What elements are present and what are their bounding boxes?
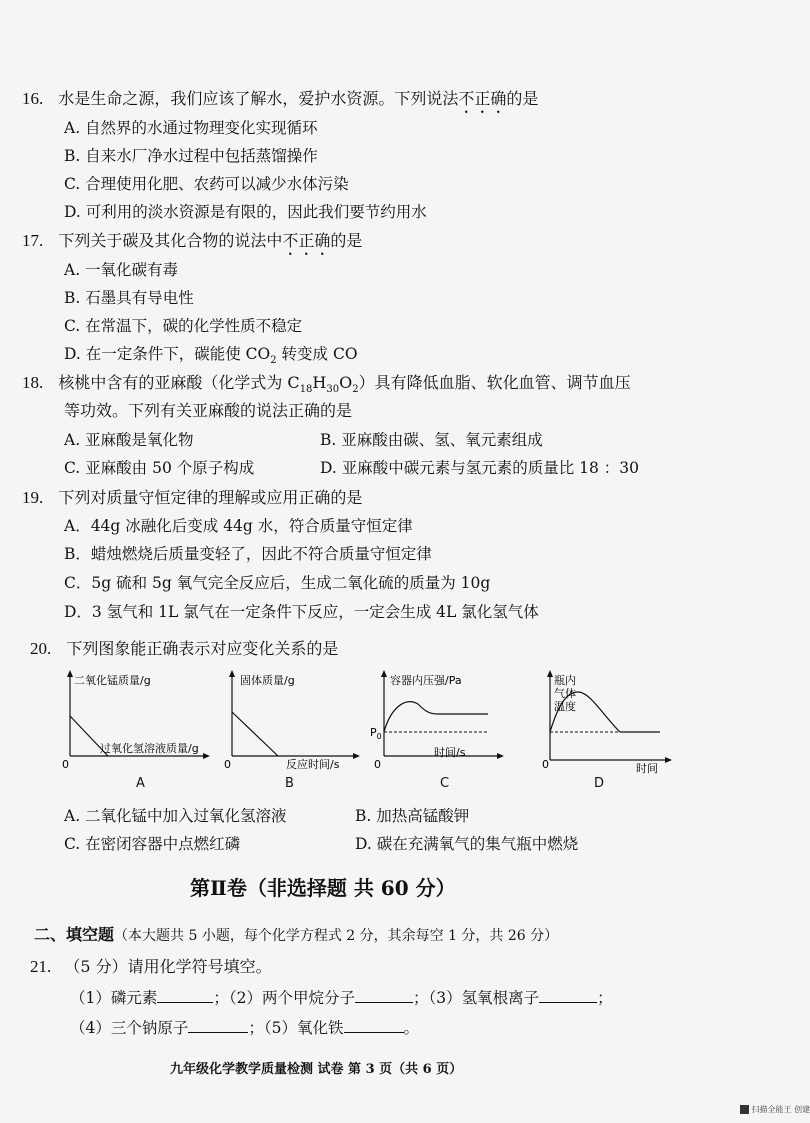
graph-a-x-arrow xyxy=(203,753,210,759)
q19-option-c: C．5g 硫和 5g 氧气完全反应后，生成二氧化硫的质量为 10g xyxy=(64,574,491,592)
question-19-stem: 19. 下列对质量守恒定律的理解或应用正确的是 xyxy=(22,488,363,507)
q19-option-a: A．44g 冰融化后变成 44g 水，符合质量守恒定律 xyxy=(64,517,413,535)
q21-blank-3[interactable] xyxy=(539,988,597,1003)
q17-option-b: B. 石墨具有导电性 xyxy=(64,289,194,307)
question-18-stem-line2: 等功效。下列有关亚麻酸的说法正确的是 xyxy=(64,401,353,420)
question-18-stem: 18. 核桃中含有的亚麻酸（化学式为 $C_{18}H_{30}O_2$）具有降低血脂、软化血管、调节血压 xyxy=(22,373,631,396)
q16-option-b: B. 自来水厂净水过程中包括蒸馏操作 xyxy=(64,147,318,165)
q21-line-2: （4）三个钠原子 ；（5）氧化铁 。 xyxy=(70,1019,420,1037)
q18-option-c: C. 亚麻酸由 50 个原子构成 xyxy=(64,459,255,477)
q20-option-c: C. 在密闭容器中点燃红磷 xyxy=(64,835,241,853)
q17-option-d: D. 在一定条件下，碳能使 $CO_2$ 转变成 CO xyxy=(64,345,358,367)
q18-option-b: B. 亚麻酸由碳、氢、氧元素组成 xyxy=(320,431,543,449)
question-21-stem: 21. （5 分）请用化学符号填空。 xyxy=(30,957,272,976)
graph-a-ylabel: 二氧化锰质量/g xyxy=(74,674,151,687)
graph-d-origin: 0 xyxy=(542,758,549,771)
q21-blank-4[interactable] xyxy=(188,1018,248,1033)
graph-b-x-arrow xyxy=(353,753,360,759)
q21-blank-5[interactable] xyxy=(344,1018,404,1033)
graph-c-p0: $P_0$ xyxy=(370,726,382,741)
question-16-stem: 16. 水是生命之源，我们应该了解水，爱护水资源。下列说法不正确的是 xyxy=(22,89,539,108)
question-20-stem: 20. 下列图象能正确表示对应变化关系的是 xyxy=(30,639,339,658)
q18-option-d: D. 亚麻酸中碳元素与氢元素的质量比 18 ：30 xyxy=(320,459,640,477)
question-17-stem: 17. 下列关于碳及其化合物的说法中不正确的是 xyxy=(22,231,363,250)
graph-b-curve xyxy=(232,712,278,756)
q18-option-a: A. 亚麻酸是氧化物 xyxy=(64,431,194,449)
graph-b xyxy=(222,664,362,770)
graph-c-tag: C xyxy=(440,776,450,791)
q21-blank-1[interactable] xyxy=(157,988,213,1003)
graph-a-tag: A xyxy=(136,776,145,791)
q20-option-b: B. 加热高锰酸钾 xyxy=(355,807,470,825)
q20-option-d: D. 碳在充满氧气的集气瓶中燃烧 xyxy=(355,835,579,853)
q16-option-d: D. 可利用的淡水资源是有限的，因此我们要节约用水 xyxy=(64,203,427,221)
graph-d-y-arrow xyxy=(547,670,553,677)
q19-option-d: D．3 氢气和 1L 氯气在一定条件下反应，一定会生成 4L 氯化氢气体 xyxy=(64,603,539,621)
q17-option-a: A. 一氧化碳有毒 xyxy=(64,261,179,279)
q17-option-c: C. 在常温下，碳的化学性质不稳定 xyxy=(64,317,303,335)
q16-option-c: C. 合理使用化肥、农药可以减少水体污染 xyxy=(64,175,349,193)
graph-d xyxy=(540,664,674,774)
graph-d-tag: D xyxy=(594,776,605,791)
section-2-title: 第Ⅱ卷（非选择题 共 60 分） xyxy=(190,876,456,900)
q19-option-b: B．蜡烛燃烧后质量变轻了，因此不符合质量守恒定律 xyxy=(64,545,432,563)
graph-b-xlabel: 反应时间/s xyxy=(286,758,340,771)
graph-a-xlabel: 过氧化氢溶液质量/g xyxy=(100,742,199,755)
graph-b-ylabel: 固体质量/g xyxy=(240,674,295,687)
graph-a-y-arrow xyxy=(67,670,73,677)
q21-blank-2[interactable] xyxy=(355,988,413,1003)
graph-c-curve xyxy=(384,702,488,732)
q21-line-1: （1）磷元素 ；（2）两个甲烷分子 ；（3）氢氧根离子 ； xyxy=(70,989,613,1007)
qr-icon xyxy=(740,1105,749,1114)
graph-c-xlabel: 时间/s xyxy=(434,746,466,759)
graph-c-ylabel: 容器内压强/Pa xyxy=(390,674,462,687)
page-footer: 九年级化学教学质量检测 试卷 第 3 页（共 6 页） xyxy=(170,1062,463,1077)
graph-c-y-arrow xyxy=(381,670,387,677)
graph-d-ylabel-3: 温度 xyxy=(554,700,576,713)
graph-a-origin: 0 xyxy=(62,758,69,771)
part-2-heading: 二、填空题（本大题共 5 小题，每个化学方程式 2 分，其余每空 1 分，共 26 分） xyxy=(34,925,559,944)
graph-c xyxy=(366,664,506,770)
q20-option-a: A. 二氧化锰中加入过氧化氢溶液 xyxy=(64,807,287,825)
graph-b-y-arrow xyxy=(229,670,235,677)
q16-option-a: A. 自然界的水通过物理变化实现循环 xyxy=(64,119,318,137)
graph-c-origin: 0 xyxy=(374,758,381,771)
graph-b-origin: 0 xyxy=(224,758,231,771)
graph-a xyxy=(60,664,210,770)
graph-d-xlabel: 时间 xyxy=(636,762,658,775)
graph-d-ylabel-1: 瓶内 xyxy=(554,674,576,687)
graph-b-tag: B xyxy=(285,776,294,791)
graph-c-x-arrow xyxy=(497,753,504,759)
graph-d-ylabel-2: 气体 xyxy=(554,687,576,700)
graph-d-x-arrow xyxy=(665,757,672,763)
scanner-watermark: 扫描全能王 创建 xyxy=(740,1104,810,1115)
